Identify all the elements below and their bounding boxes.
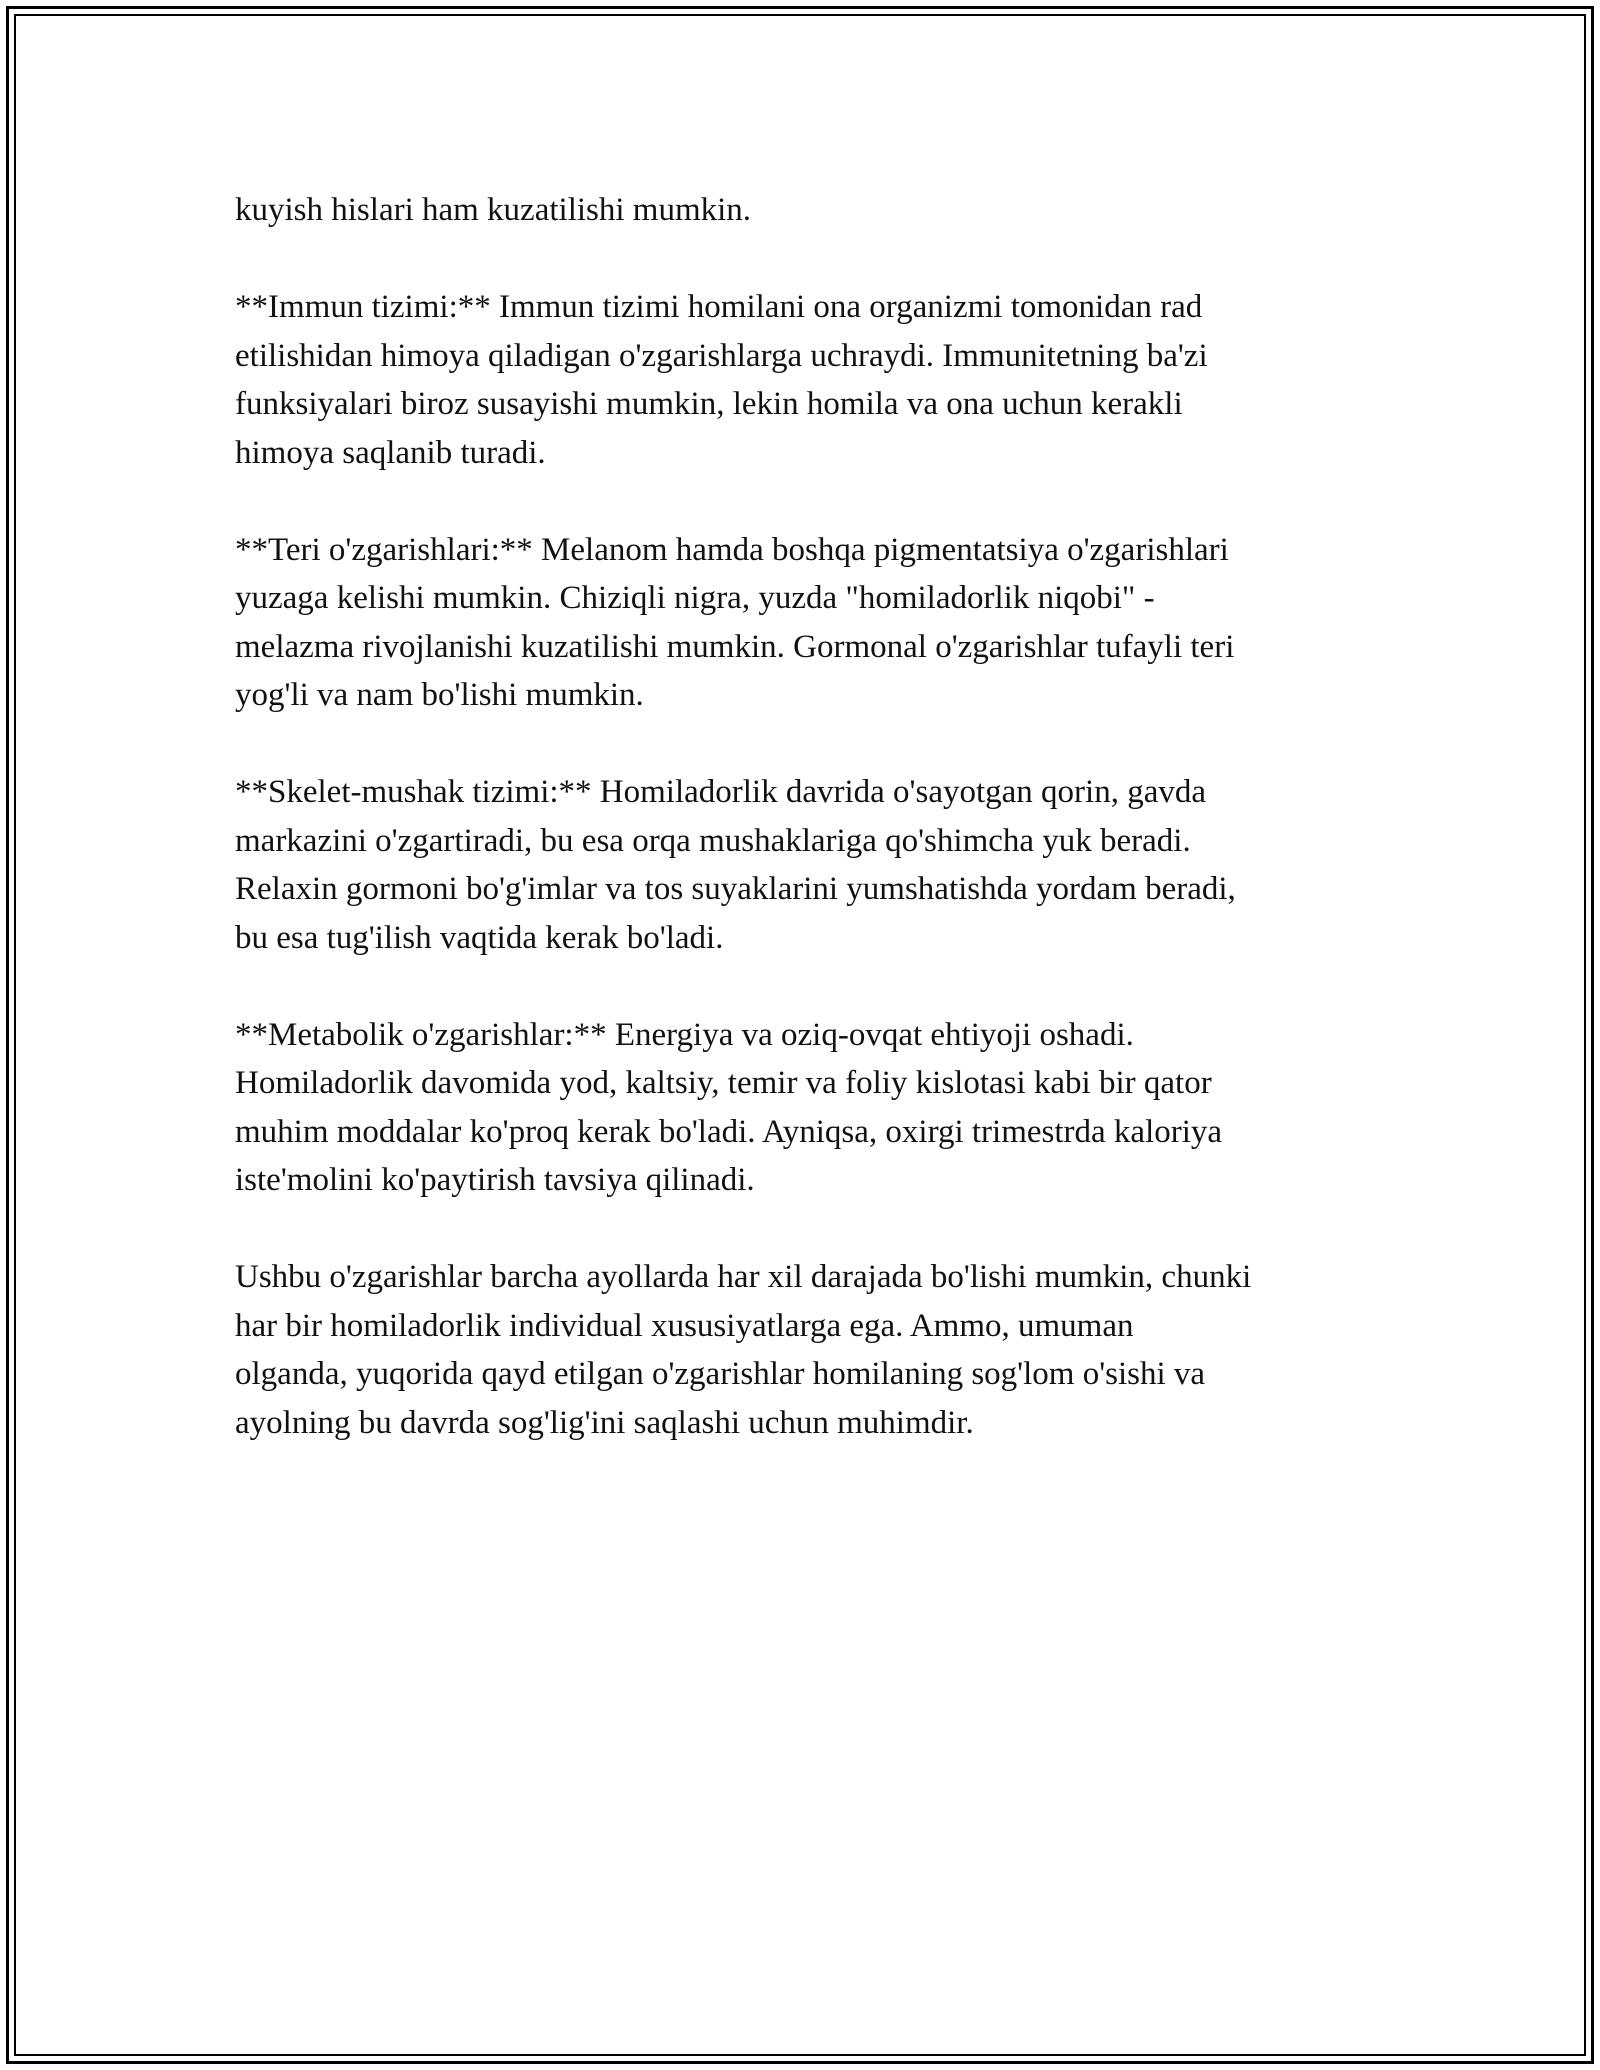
- text-line: iste'molini ko'paytirish tavsiya qilinadi.: [235, 1162, 755, 1198]
- text-line: olganda, yuqorida qayd etilgan o'zgarishlar homilaning sog'lom o'sishi va: [235, 1356, 1206, 1392]
- paragraph-metabolik: [235, 1011, 1395, 1205]
- paragraph-teri-ozgarishlari: [235, 526, 1395, 720]
- document-body: [235, 186, 1395, 1496]
- text-line: muhim moddalar ko'proq kerak bo'ladi. Ayniqsa, oxirgi trimestrda kaloriya: [235, 1113, 1223, 1150]
- text-line: yog'li va nam bo'lishi mumkin.: [235, 677, 644, 713]
- text-line: kuyish hislari ham kuzatilishi mumkin.: [235, 192, 752, 228]
- text-line: yuzaga kelishi mumkin. Chiziqli nigra, yuzda "homiladorlik niqobi" -: [235, 580, 1155, 616]
- text-line: markazini o'zgartiradi, bu esa orqa mushaklariga qo'shimcha yuk beradi.: [235, 822, 1191, 859]
- text-line: Ushbu o'zgarishlar barcha ayollarda har xil darajada bo'lishi mumkin, chunki: [235, 1259, 1252, 1295]
- text-line: **Immun tizimi:** Immun tizimi homilani ona organizmi tomonidan rad: [235, 289, 1203, 325]
- text-line: bu esa tug'ilish vaqtida kerak bo'ladi.: [235, 919, 724, 956]
- text-line: himoya saqlanib turadi.: [235, 434, 546, 471]
- text-line: **Metabolik o'zgarishlar:** Energiya va oziq-ovqat ehtiyoji oshadi.: [235, 1016, 1134, 1053]
- text-line: melazma rivojlanishi kuzatilishi mumkin. Gormonal o'zgarishlar tufayli teri: [235, 628, 1235, 665]
- paragraph-immun-tizimi: [235, 283, 1395, 477]
- text-line: har bir homiladorlik individual xususiyatlarga ega. Ammo, umuman: [235, 1307, 1134, 1344]
- text-line: ayolning bu davrda sog'lig'ini saqlashi uchun muhimdir.: [235, 1404, 974, 1441]
- text-line: Relaxin gormoni bo'g'imlar va tos suyaklarini yumshatishda yordam beradi,: [235, 871, 1236, 907]
- text-line: funksiyalari biroz susayishi mumkin, lekin homila va ona uchun kerakli: [235, 386, 1183, 422]
- paragraph-skelet-mushak: [235, 768, 1395, 962]
- text-line: Homiladorlik davomida yod, kaltsiy, temir va foliy kislotasi kabi bir qator: [235, 1065, 1212, 1101]
- paragraph-continuation: [235, 186, 1395, 235]
- text-line: **Teri o'zgarishlari:** Melanom hamda boshqa pigmentatsiya o'zgarishlari: [235, 531, 1229, 568]
- paragraph-conclusion: [235, 1253, 1395, 1447]
- text-line: etilishidan himoya qiladigan o'zgarishlarga uchraydi. Immunitetning ba'zi: [235, 337, 1208, 374]
- text-line: **Skelet-mushak tizimi:** Homiladorlik davrida o'sayotgan qorin, gavda: [235, 774, 1207, 810]
